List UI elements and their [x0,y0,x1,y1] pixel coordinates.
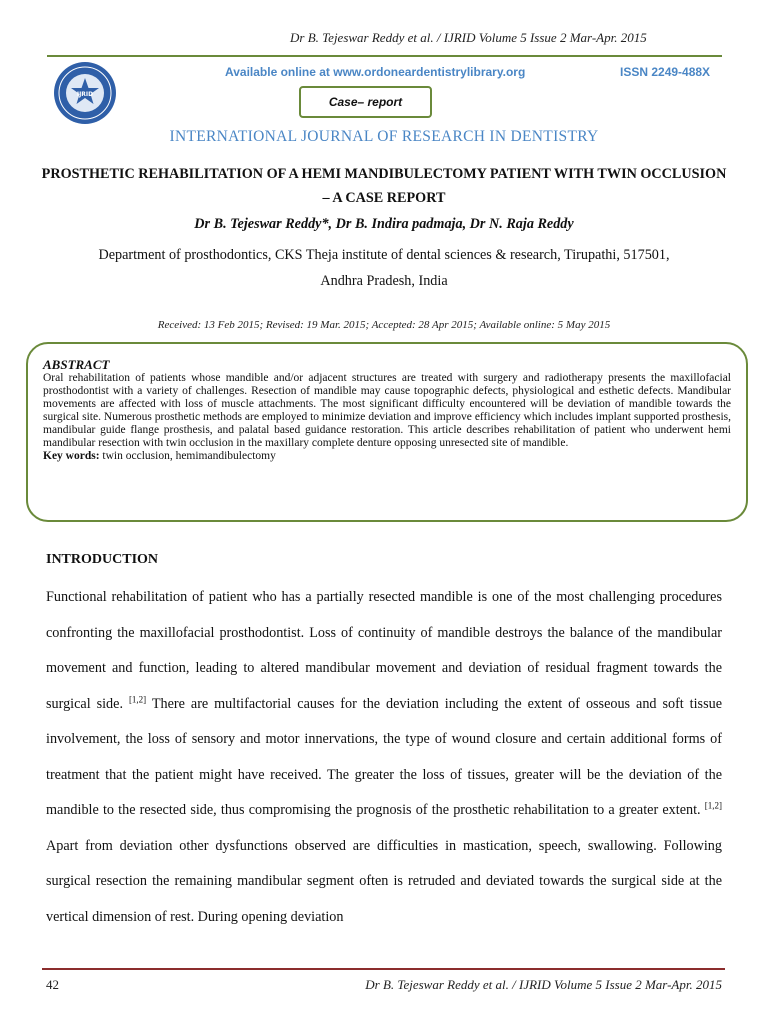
abstract-box [26,342,748,522]
author-affiliation [60,242,708,294]
intro-text-2: There are multifactorial causes for the deviation including the extent of osseous and soft tissue involvement, the loss of sensory and motor innervations, the type of wound closure and certain additional forms of treatment that the patient might have received. The greater the loss of tissues, greater will be the deviation of the mandible to the resected side, thus compromising the prognosis of the prosthetic rehabilitation to a greater extent. [46,695,722,818]
intro-text-1: Functional rehabilitation of patient who has a partially resected mandible is one of the most challenging procedures confronting the maxillofacial prosthodontist. Loss of continuity of mandible destroys the balance of the mandibular movement and function, leading to altered mandibular movement and deviation of residual fragment towards the surgical side. [46,589,722,712]
journal-name: INTERNATIONAL JOURNAL OF RESEARCH IN DENTISTRY [169,128,599,145]
introduction-paragraph [46,580,722,935]
keywords [43,450,731,463]
affiliation-line-2: Andhra Pradesh, India [320,273,448,289]
affiliation-line-1: Department of prosthodontics, CKS Theja institute of dental sciences & research, Tirupathi, 517501, [98,247,670,263]
abstract-text: Oral rehabilitation of patients whose mandible and/or adjacent structures are treated with surgery and radiotherapy presents the maxillofacial prosthodontist with a variety of challenges. Resection of mandible may cause topographic defects, physiological and esthetic defects. Mandibular movements are affected with loss of muscle attachments. The most significant difficulty encountered will be deviation of mandible towards the surgical site. Numerous prosthetic methods are employed to minimize deviation and improve efficiency which includes implant supported prosthesis, mandibular guide flange prosthesis, and palatal based guidance restoration. This article describes rehabilitation of patient who underwent hemi mandibular resection with twin occlusion in the maxillary complete denture opposing unresected site of mandible. [43,372,731,449]
intro-text-3: Apart from deviation other dysfunctions observed are difficulties in mastication, speech, swallowing. Following surgical resection the remaining mandibular segment often is retruded and deviated towards the surgical side at the vertical dimension of rest. During opening deviation [46,837,722,925]
keywords-label: Key words: [43,450,100,462]
citation-2: [1,2] [704,800,722,811]
footer-rule [42,968,725,970]
article-authors: Dr B. Tejeswar Reddy*, Dr B. Indira padmaja, Dr N. Raja Reddy [194,216,574,232]
page-number: 42 [46,977,59,992]
journal-seal-logo [52,60,118,126]
header-rule [47,55,722,57]
running-head: Dr B. Tejeswar Reddy et al. / IJRID Volume 5 Issue 2 Mar-Apr. 2015 [290,30,647,45]
introduction-heading: INTRODUCTION [46,552,159,567]
article-dates: Received: 13 Feb 2015; Revised: 19 Mar. 2015; Accepted: 28 Apr 2015; Available online: 5 May 2015 [157,319,611,331]
available-online-link[interactable]: Available online at www.ordoneardentistrylibrary.org [225,65,526,79]
abstract-heading: ABSTRACT [43,357,110,372]
keywords-values: twin occlusion, hemimandibulectomy [99,450,276,462]
article-type-badge: Case– report [299,86,432,118]
logo-text: IJRID [76,91,94,98]
article-title: PROSTHETIC REHABILITATION OF A HEMI MANDIBULECTOMY PATIENT WITH TWIN OCCLUSION – A CASE REPORT [41,166,727,206]
citation-1: [1,2] [128,693,147,704]
running-foot: Dr B. Tejeswar Reddy et al. / IJRID Volume 5 Issue 2 Mar-Apr. 2015 [365,977,722,992]
issn-number: ISSN 2249-488X [620,65,711,79]
